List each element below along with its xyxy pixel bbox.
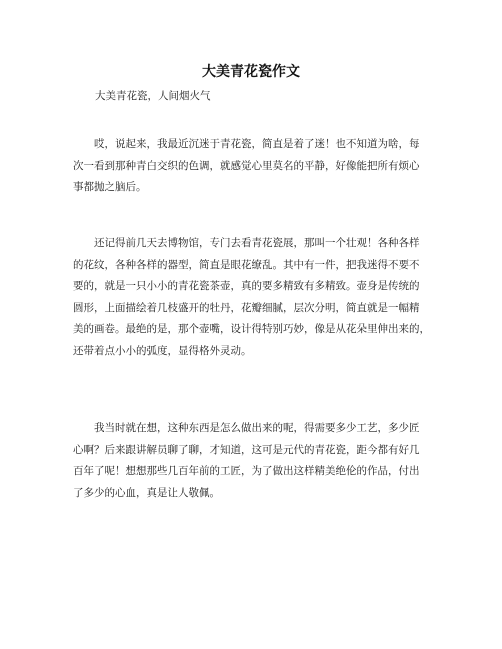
paragraph-line: 还带着点小小的弧度，显得格外灵动。 bbox=[73, 344, 252, 357]
paragraph-line: 的花纹，各种各样的器型，简直是眼花缭乱。其中有一件，把我迷得不要不 bbox=[73, 258, 420, 271]
paragraph-line: 还记得前几天去博物馆，专门去看青花瓷展，那叫一个壮观！各种各样 bbox=[94, 237, 420, 249]
paragraph-line: 事都抛之脑后。 bbox=[73, 181, 147, 193]
paragraph-1 bbox=[73, 134, 433, 199]
paragraph-line: 哎，说起来，我最近沉迷于青花瓷，简直是着了迷！也不知道为啥，每 bbox=[94, 138, 420, 150]
paragraph-2 bbox=[73, 233, 433, 362]
paragraph-line: 心啊？后来跟讲解员聊了聊，才知道，这可是元代的青花瓷，距今都有好几 bbox=[73, 443, 420, 456]
document-title: 大美青花瓷作文 bbox=[202, 64, 300, 80]
document-subtitle: 大美青花瓷，人间烟火气 bbox=[95, 90, 211, 102]
paragraph-3 bbox=[73, 418, 433, 504]
paragraph-line: 了多少的心血，真是让人敬佩。 bbox=[73, 486, 220, 499]
paragraph-line: 次一看到那种青白交织的色调，就感觉心里莫名的平静，好像能把所有烦心 bbox=[73, 159, 420, 172]
paragraph-line: 美的画卷。最绝的是，那个壶嘴，设计得特别巧妙，像是从花朵里伸出来的， bbox=[73, 323, 430, 335]
paragraph-line: 要的，就是一只小小的青花瓷茶壶，真的要多精致有多精致。壶身是传统的 bbox=[73, 280, 420, 292]
paragraph-line: 百年了呢！想想那些几百年前的工匠，为了做出这样精美绝伦的作品，付出 bbox=[73, 465, 420, 477]
paragraph-line: 圆形，上面描绘着几枝盛开的牡丹，花瓣细腻，层次分明，简直就是一幅精 bbox=[73, 301, 420, 314]
paragraph-line: 我当时就在想，这种东西是怎么做出来的呢，得需要多少工艺，多少匠 bbox=[94, 422, 420, 434]
